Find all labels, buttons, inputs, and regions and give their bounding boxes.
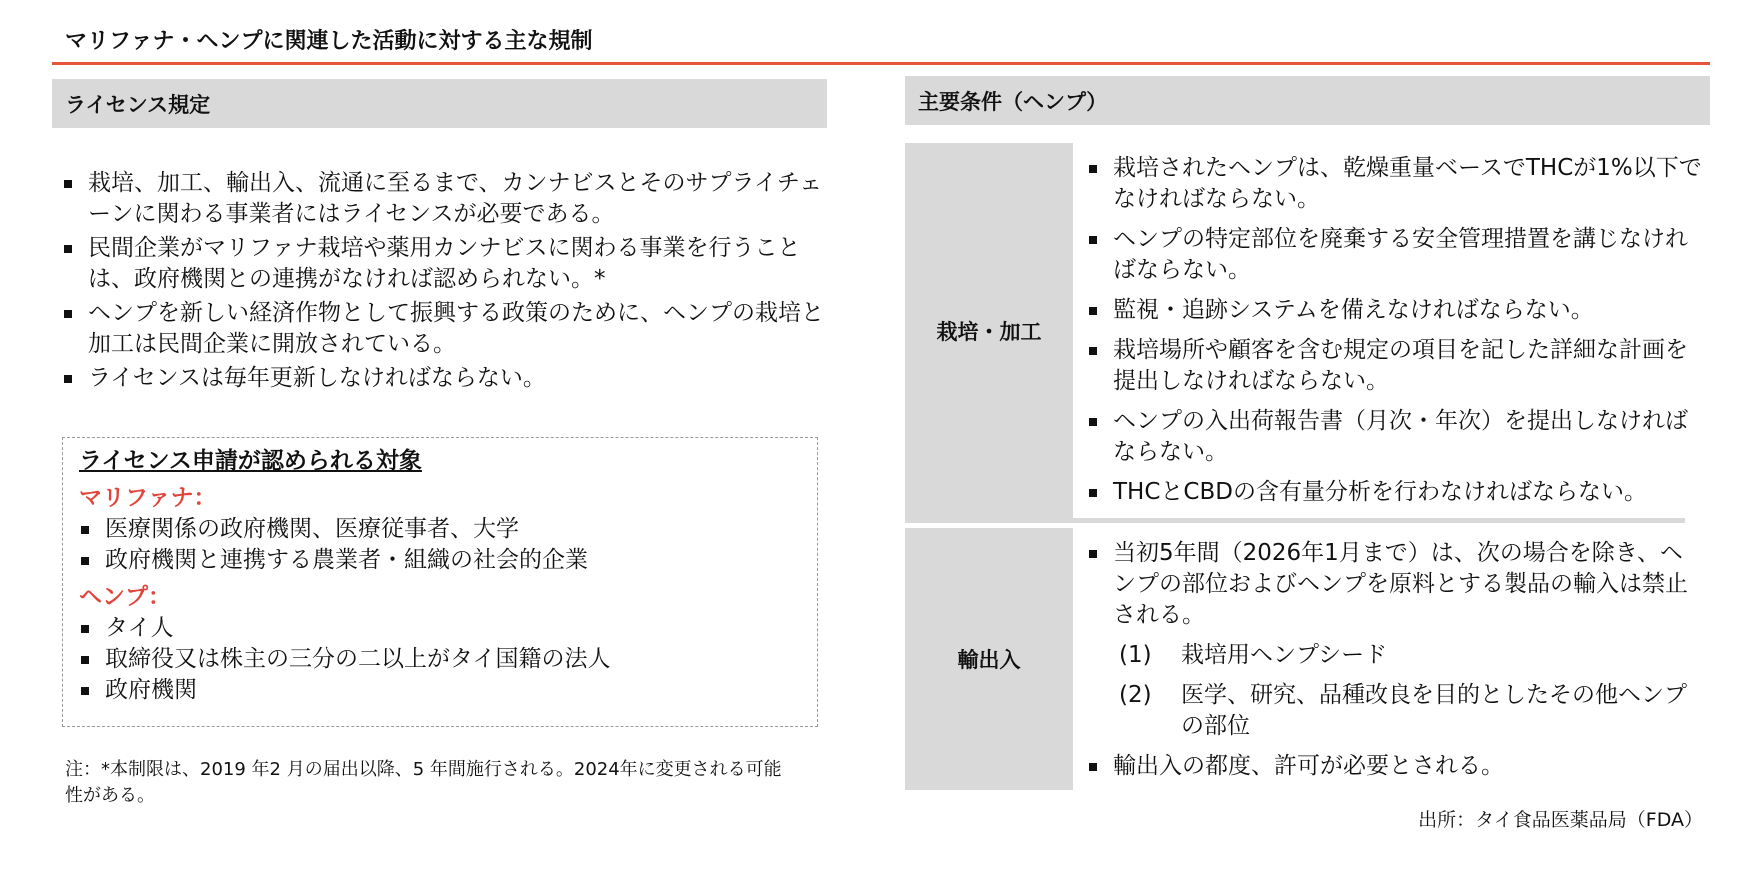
row-label-text: 栽培・加工 [936,319,1042,344]
list-item: 政府機関 [79,675,801,706]
marijuana-label: マリファナ： [79,485,217,511]
list-item: ライセンスは毎年更新しなければならない。 [62,363,832,394]
numbered-item [1119,640,1702,671]
list-item: 政府機関と連携する農業者・組織の社会的企業 [79,545,801,576]
import-export-content [1087,538,1702,791]
item-number: (1) [1119,642,1152,668]
row-label-text: 輸出入 [957,648,1021,672]
row-divider [905,518,1685,523]
list-item: 当初5年間（2026年1月まで）は、次の場合を除き、ヘンプの部位およびヘンプを原料とする製品の輸入は禁止される。 [1087,538,1702,631]
list-item: 監視・追跡システムを備えなければならない。 [1087,295,1702,326]
hemp-conditions-header-label: 主要条件（ヘンプ） [918,89,1108,114]
eligible-applicants-title: ライセンス申請が認められる対象 [79,448,422,474]
license-header [52,79,827,128]
list-item: ヘンプの入出荷報告書（月次・年次）を提出しなければならない。 [1087,406,1702,468]
list-item: 栽培されたヘンプは、乾燥重量ベースでTHCが1%以下でなければならない。 [1087,153,1702,215]
license-header-label: ライセンス規定 [65,92,211,117]
footnote: 注：*本制限は、2019 年2 月の届出以降、5 年間施行される。2024年に変更される可能性がある。 [65,759,782,806]
list-item: 栽培、加工、輸出入、流通に至るまで、カンナビスとそのサプライチェーンに関わる事業者にはライセンスが必要である。 [62,168,832,230]
eligible-applicants-box [62,437,818,727]
import-export-label [905,528,1073,790]
cultivation-processing-label [905,143,1073,518]
hemp-label: ヘンプ： [79,584,171,610]
list-item: ヘンプを新しい経済作物として振興する政策のために、ヘンプの栽培と加工は民間企業に開放されている。 [62,298,832,360]
numbered-item [1119,680,1702,742]
license-bullet-list [62,168,832,397]
item-text: 医学、研究、品種改良を目的としたその他ヘンプの部位 [1181,682,1687,739]
item-text: 栽培用ヘンプシード [1181,642,1388,668]
list-item: 栽培場所や顧客を含む規定の項目を記した詳細な計画を提出しなければならない。 [1087,335,1702,397]
list-item: 取締役又は株主の三分の二以上がタイ国籍の法人 [79,644,801,675]
cultivation-processing-content [1087,153,1702,517]
list-item: THCとCBDの含有量分析を行わなければならない。 [1087,477,1702,508]
list-item: 民間企業がマリファナ栽培や薬用カンナビスに関わる事業を行うことは、政府機関との連携がなければ認められない。* [62,233,832,295]
hemp-conditions-header [905,76,1710,125]
title-divider [52,62,1710,65]
list-item: 医療関係の政府機関、医療従事者、大学 [79,514,801,545]
list-item: 輸出入の都度、許可が必要とされる。 [1087,751,1702,782]
source-citation: 出所：タイ食品医薬品局（FDA） [1418,809,1703,831]
list-item: ヘンプの特定部位を廃棄する安全管理措置を講じなければならない。 [1087,224,1702,286]
page-title: マリファナ・ヘンプに関連した活動に対する主な規制 [65,29,593,54]
list-item: タイ人 [79,613,801,644]
item-number: (2) [1119,682,1152,708]
